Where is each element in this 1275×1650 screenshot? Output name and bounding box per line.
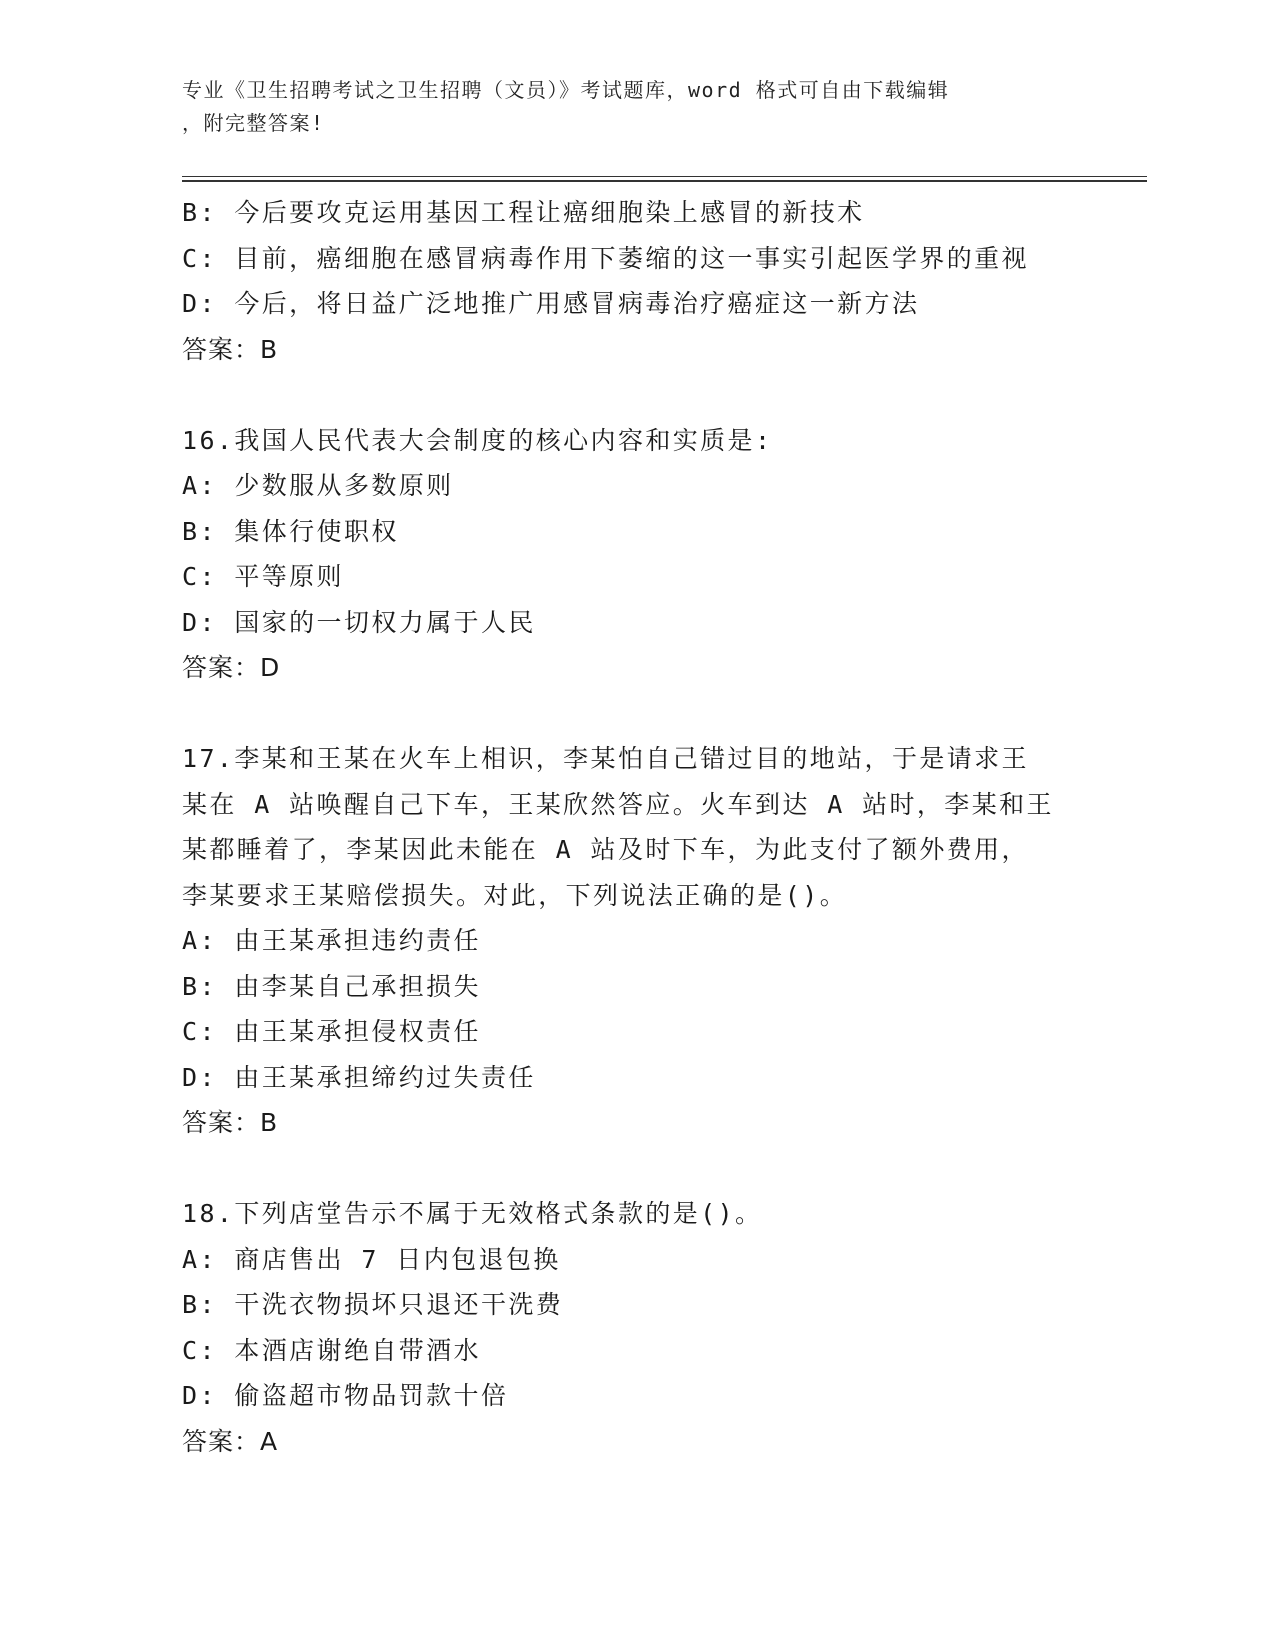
option-c: C: 本酒店谢绝自带酒水 — [182, 1335, 481, 1365]
option-b: B: 由李某自己承担损失 — [182, 971, 481, 1001]
option-d: D: 今后，将日益广泛地推广用感冒病毒治疗癌症这一新方法 — [182, 289, 920, 318]
question-stem: 17.李某和王某在火车上相识，李某怕自己错过目的地站，于是请求王 — [182, 744, 1029, 773]
answer-line: 答案：B — [182, 334, 279, 364]
option-d: D: 国家的一切权力属于人民 — [182, 607, 536, 637]
option-d: D: 偷盗超市物品罚款十倍 — [182, 1381, 509, 1410]
document-header — [182, 74, 1062, 140]
question-stem: 16.我国人民代表大会制度的核心内容和实质是: — [182, 425, 773, 455]
question-16 — [182, 418, 1082, 691]
question-15-continued — [182, 190, 1082, 372]
option-c: C: 平等原则 — [182, 562, 344, 591]
option-a: A: 少数服从多数原则 — [182, 471, 454, 500]
question-stem: 某都睡着了，李某因此未能在 A 站及时下车，为此支付了额外费用， — [182, 835, 1029, 864]
answer-line: 答案：D — [182, 653, 281, 682]
question-stem: 某在 A 站唤醒自己下车，王某欣然答应。火车到达 A 站时，李某和王 — [182, 789, 1054, 819]
question-stem: 李某要求王某赔偿损失。对此，下列说法正确的是()。 — [182, 880, 848, 910]
question-18 — [182, 1191, 1082, 1464]
answer-line: 答案：A — [182, 1426, 279, 1456]
option-b: B: 干洗衣物损坏只退还干洗费 — [182, 1290, 564, 1319]
option-b: B: 集体行使职权 — [182, 516, 399, 546]
option-a: A: 由王某承担违约责任 — [182, 926, 481, 955]
header-line-2: ，附完整答案! — [182, 111, 325, 135]
option-b: B: 今后要攻克运用基因工程让癌细胞染上感冒的新技术 — [182, 198, 865, 227]
option-c: C: 由王某承担侵权责任 — [182, 1017, 481, 1046]
header-divider — [182, 176, 1147, 182]
header-line-1: 专业《卫生招聘考试之卫生招聘（文员）》考试题库，word 格式可自由下载编辑 — [182, 78, 950, 102]
question-stem: 18.下列店堂告示不属于无效格式条款的是()。 — [182, 1199, 763, 1228]
question-17 — [182, 736, 1082, 1146]
question-list — [182, 190, 1082, 1464]
option-c: C: 目前，癌细胞在感冒病毒作用下萎缩的这一事实引起医学界的重视 — [182, 243, 1029, 273]
option-a: A: 商店售出 7 日内包退包换 — [182, 1244, 561, 1274]
answer-line: 答案：B — [182, 1108, 279, 1137]
option-d: D: 由王某承担缔约过失责任 — [182, 1062, 536, 1092]
